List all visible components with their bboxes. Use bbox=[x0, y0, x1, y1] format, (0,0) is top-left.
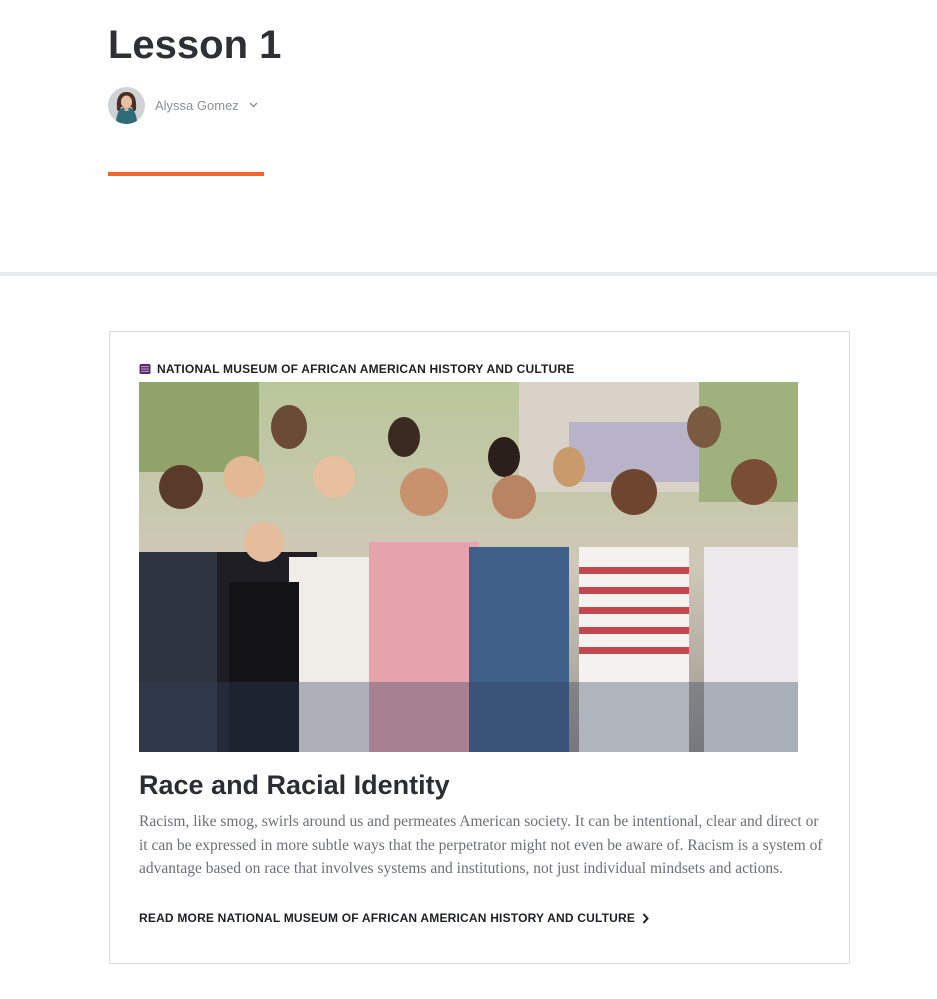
lesson-header bbox=[0, 0, 937, 272]
museum-logo-icon bbox=[139, 363, 151, 375]
source-label bbox=[139, 361, 574, 377]
source-name: NATIONAL MUSEUM OF AFRICAN AMERICAN HISTORY AND CULTURE bbox=[157, 362, 575, 376]
read-more-label: READ MORE NATIONAL MUSEUM OF AFRICAN AMERICAN HISTORY AND CULTURE bbox=[139, 911, 636, 925]
card-description: Racism, like smog, swirls around us and permeates American society. It can be intentional, clear and direct or it can be expressed in more subtle ways that the perpetrator might not even be aware of. Racism is a system of advantage based on race that involves systems and institutions, not just individual mindsets and actions. bbox=[139, 813, 823, 877]
group-of-teenage-students-photo bbox=[139, 382, 798, 752]
author-menu[interactable] bbox=[108, 86, 258, 124]
page-title: Lesson 1 bbox=[108, 23, 282, 67]
resource-card bbox=[109, 331, 850, 964]
card-title: Race and Racial Identity bbox=[139, 770, 450, 800]
chevron-down-icon bbox=[249, 102, 258, 108]
chevron-right-icon bbox=[642, 913, 649, 924]
title-accent-bar bbox=[108, 172, 264, 176]
author-name: Alyssa Gomez bbox=[155, 97, 239, 113]
header-divider bbox=[0, 272, 937, 276]
author-avatar bbox=[108, 87, 145, 124]
read-more-link[interactable] bbox=[139, 911, 649, 925]
